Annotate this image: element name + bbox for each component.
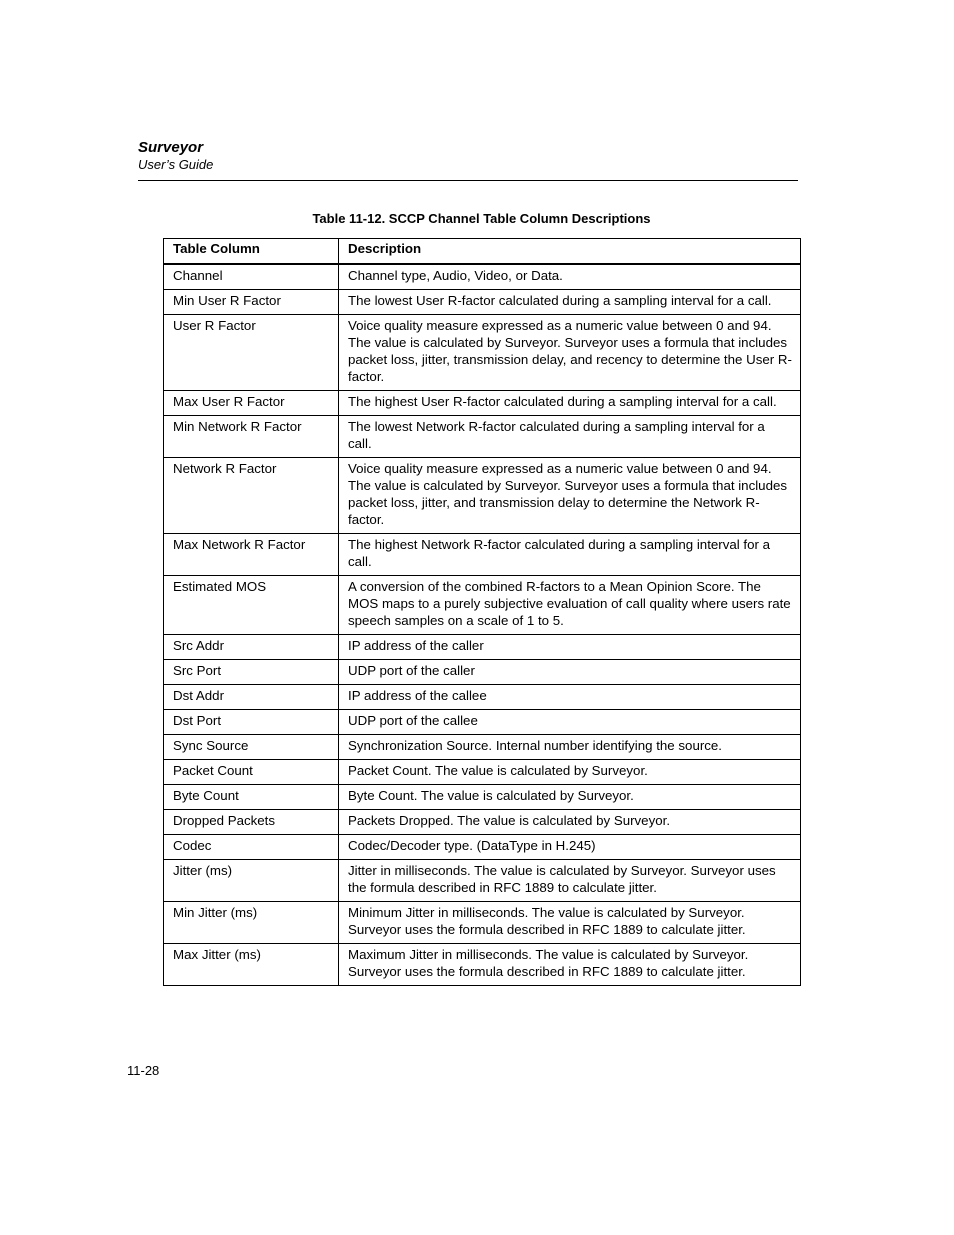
description-cell: Packets Dropped. The value is calculated by Surveyor.: [339, 810, 801, 835]
column-name-cell: Min Jitter (ms): [164, 902, 339, 944]
column-name-cell: Codec: [164, 835, 339, 860]
table-row: [164, 315, 801, 391]
description-cell: Minimum Jitter in milliseconds. The value is calculated by Surveyor. Surveyor uses the formula described in RFC 1889 to calculate jitter.: [339, 902, 801, 944]
description-cell: Synchronization Source. Internal number identifying the source.: [339, 735, 801, 760]
table-row: [164, 785, 801, 810]
column-descriptions-table: [163, 238, 801, 986]
page-number: 11-28: [127, 1063, 160, 1078]
description-cell: A conversion of the combined R-factors to a Mean Opinion Score. The MOS maps to a purely subjective evaluation of call quality where users rate speech samples on a scale of 1 to 5.: [339, 576, 801, 635]
column-name-cell: User R Factor: [164, 315, 339, 391]
description-cell: Voice quality measure expressed as a numeric value between 0 and 94. The value is calculated by Surveyor. Surveyor uses a formula that includes packet loss, jitter, transmission delay, and recency to determine the User R-factor.: [339, 315, 801, 391]
column-name-cell: Min User R Factor: [164, 290, 339, 315]
description-cell: Byte Count. The value is calculated by Surveyor.: [339, 785, 801, 810]
description-cell: The lowest User R-factor calculated during a sampling interval for a call.: [339, 290, 801, 315]
column-name-cell: Dst Port: [164, 710, 339, 735]
column-name-cell: Network R Factor: [164, 458, 339, 534]
header-table-column: Table Column: [164, 239, 339, 265]
description-cell: IP address of the caller: [339, 635, 801, 660]
table-row: [164, 416, 801, 458]
column-name-cell: Dst Addr: [164, 685, 339, 710]
column-name-cell: Sync Source: [164, 735, 339, 760]
table-row: [164, 660, 801, 685]
table-row: [164, 860, 801, 902]
column-name-cell: Byte Count: [164, 785, 339, 810]
table-row: [164, 735, 801, 760]
table-row: [164, 902, 801, 944]
table-row: [164, 810, 801, 835]
header-divider: [138, 180, 798, 181]
column-name-cell: Packet Count: [164, 760, 339, 785]
description-cell: UDP port of the callee: [339, 710, 801, 735]
column-name-cell: Dropped Packets: [164, 810, 339, 835]
column-name-cell: Min Network R Factor: [164, 416, 339, 458]
guide-subtitle: User’s Guide: [138, 157, 214, 172]
column-name-cell: Src Addr: [164, 635, 339, 660]
table-row: [164, 534, 801, 576]
table-row: [164, 264, 801, 290]
description-cell: Jitter in milliseconds. The value is calculated by Surveyor. Surveyor uses the formula described in RFC 1889 to calculate jitter.: [339, 860, 801, 902]
description-cell: Packet Count. The value is calculated by Surveyor.: [339, 760, 801, 785]
table-row: [164, 576, 801, 635]
table-caption: Table 11-12. SCCP Channel Table Column Descriptions: [312, 211, 651, 226]
column-name-cell: Max User R Factor: [164, 391, 339, 416]
description-cell: Voice quality measure expressed as a numeric value between 0 and 94. The value is calculated by Surveyor. Surveyor uses a formula that includes packet loss, jitter, and transmission delay to determine the Network R-factor.: [339, 458, 801, 534]
table-row: [164, 458, 801, 534]
table-row: [164, 635, 801, 660]
description-cell: The highest Network R-factor calculated during a sampling interval for a call.: [339, 534, 801, 576]
column-name-cell: Max Network R Factor: [164, 534, 339, 576]
column-name-cell: Estimated MOS: [164, 576, 339, 635]
description-cell: Channel type, Audio, Video, or Data.: [339, 264, 801, 290]
table-row: [164, 391, 801, 416]
table-row: [164, 760, 801, 785]
column-name-cell: Src Port: [164, 660, 339, 685]
description-cell: Codec/Decoder type. (DataType in H.245): [339, 835, 801, 860]
table-row: [164, 944, 801, 986]
description-cell: UDP port of the caller: [339, 660, 801, 685]
header-description: Description: [339, 239, 801, 265]
description-cell: The lowest Network R-factor calculated during a sampling interval for a call.: [339, 416, 801, 458]
description-cell: Maximum Jitter in milliseconds. The value is calculated by Surveyor. Surveyor uses the formula described in RFC 1889 to calculate jitter.: [339, 944, 801, 986]
product-title: Surveyor: [138, 139, 204, 156]
table-row: [164, 290, 801, 315]
table-row: [164, 685, 801, 710]
column-name-cell: Jitter (ms): [164, 860, 339, 902]
description-cell: IP address of the callee: [339, 685, 801, 710]
table-header-row: [164, 239, 801, 265]
table-row: [164, 710, 801, 735]
table-row: [164, 835, 801, 860]
column-name-cell: Channel: [164, 264, 339, 290]
column-name-cell: Max Jitter (ms): [164, 944, 339, 986]
description-cell: The highest User R-factor calculated during a sampling interval for a call.: [339, 391, 801, 416]
running-header: [138, 138, 798, 173]
